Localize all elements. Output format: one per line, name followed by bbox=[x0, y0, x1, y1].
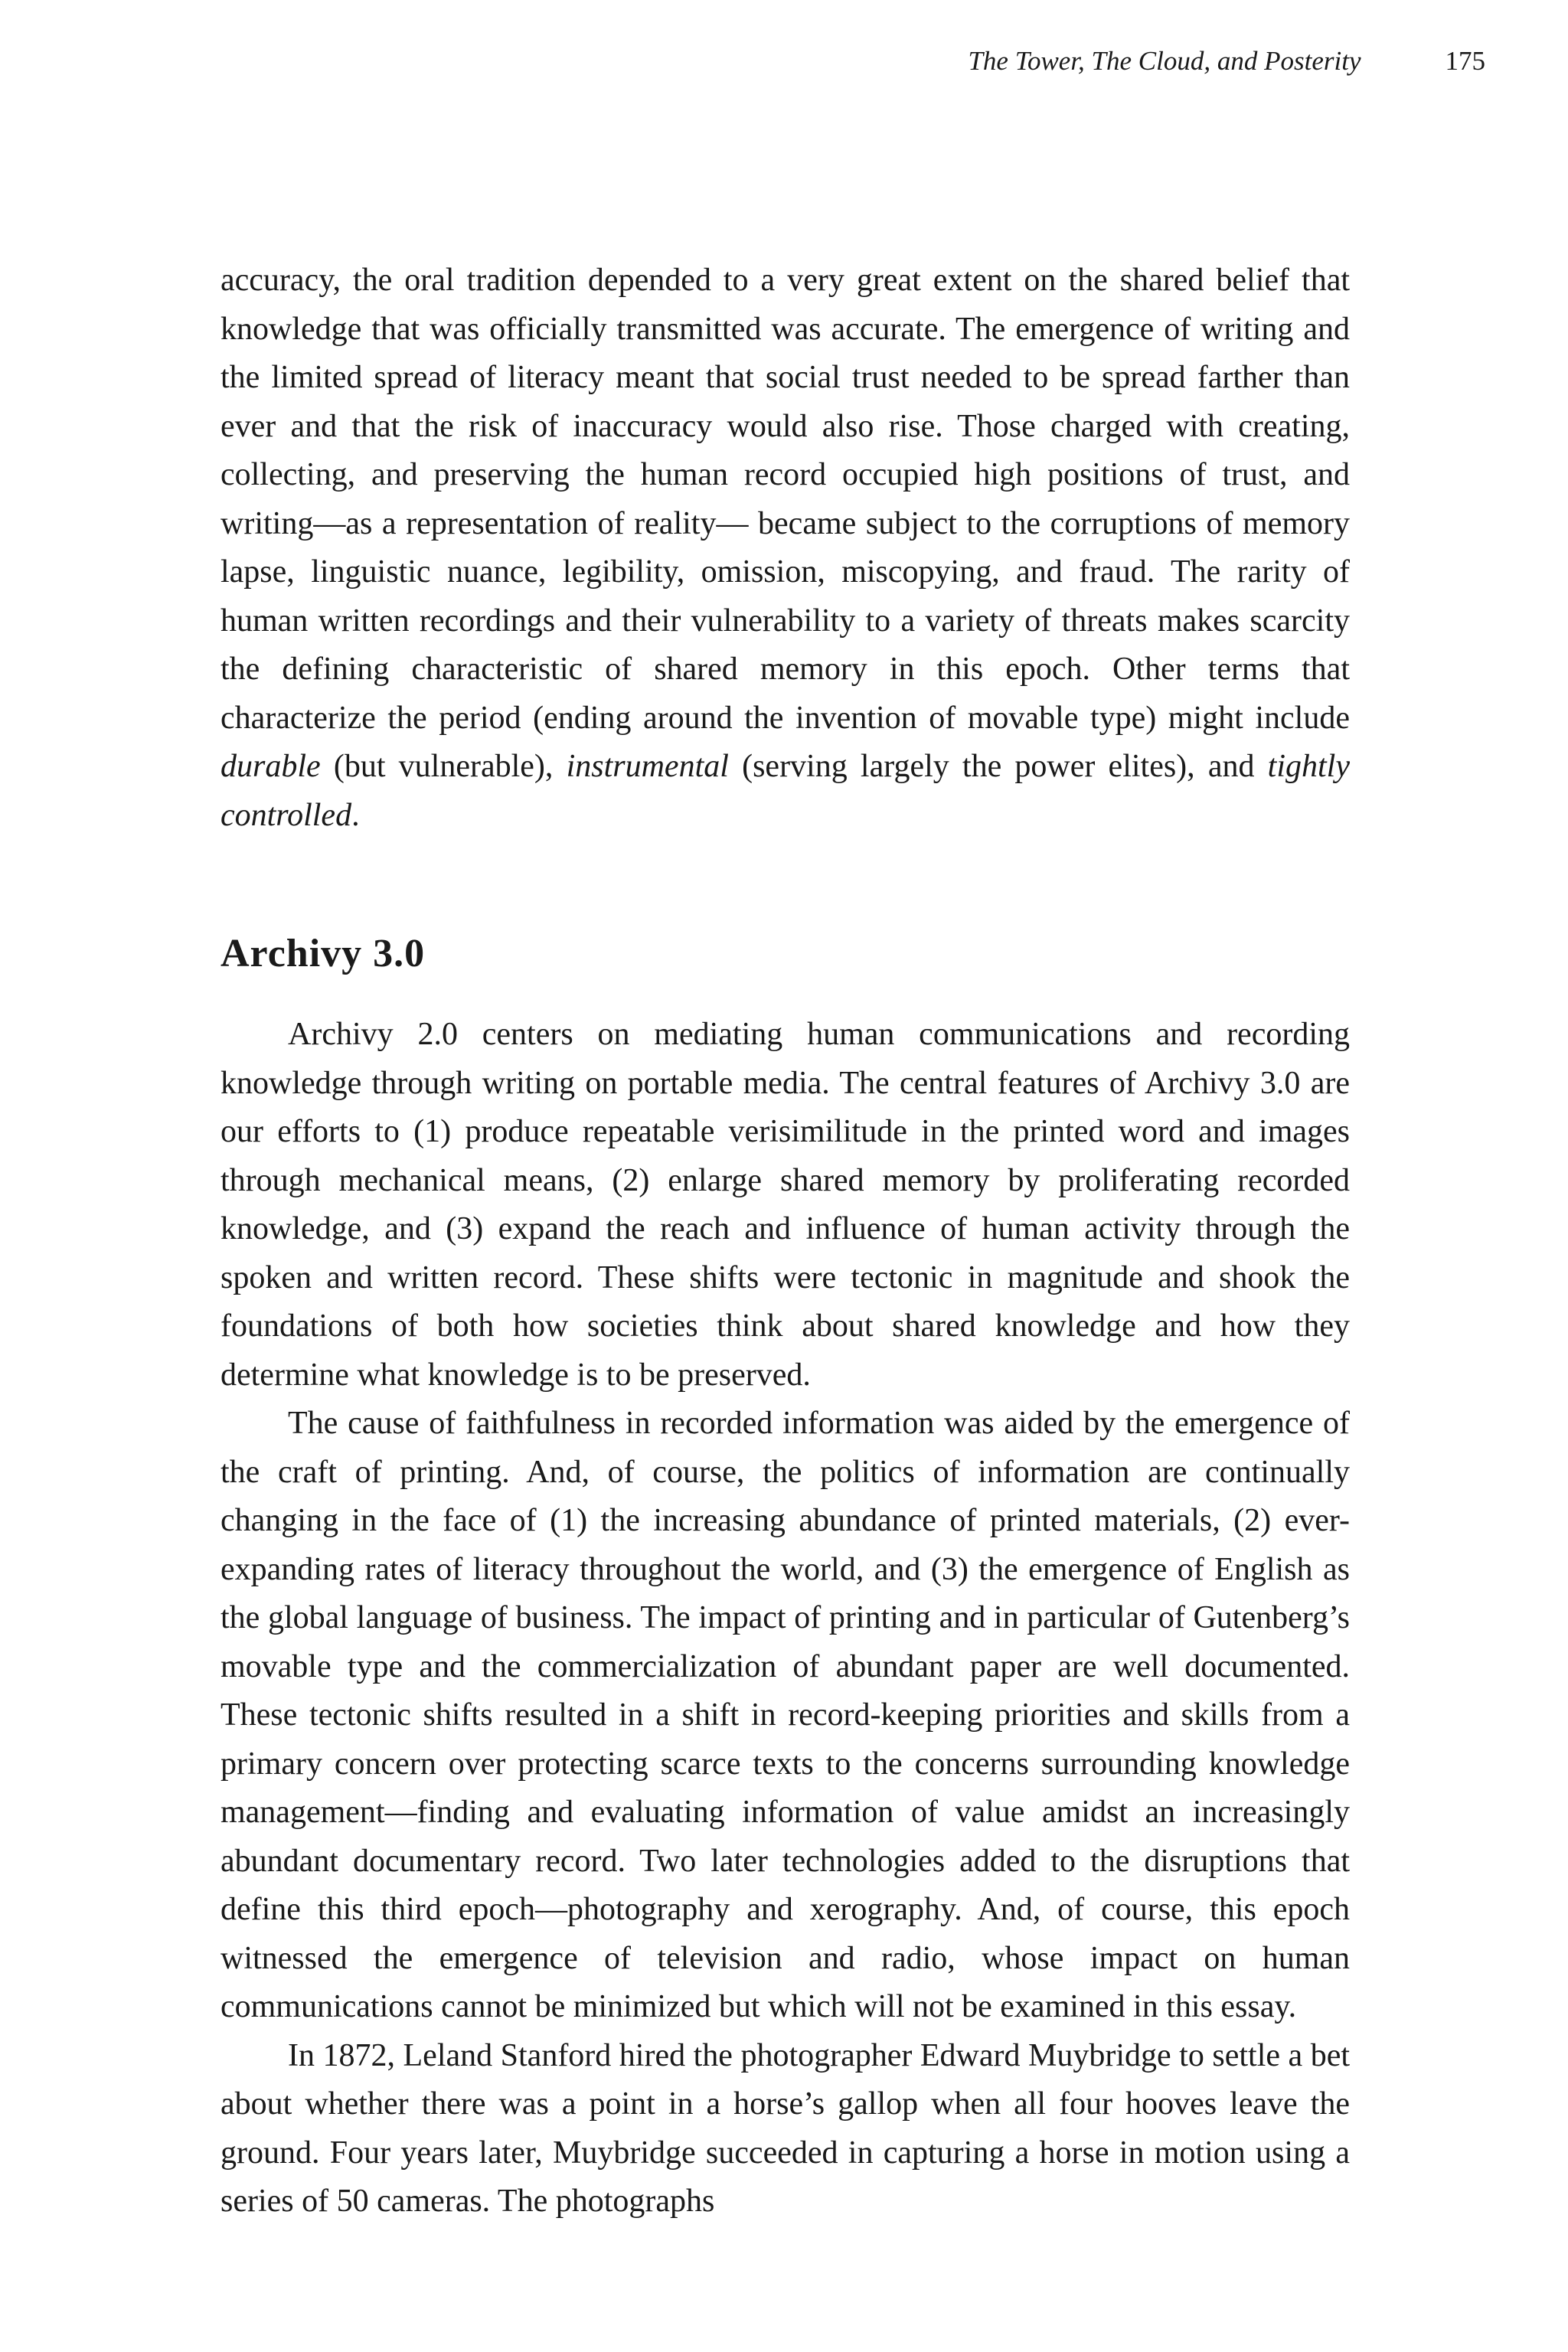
running-title: The Tower, The Cloud, and Posterity bbox=[968, 46, 1361, 76]
paragraph-text: (serving largely the power elites), and bbox=[728, 749, 1268, 784]
section-heading: Archivy 3.0 bbox=[220, 932, 426, 975]
paragraph-continued bbox=[220, 256, 1350, 840]
italic-term-tightly-controlled: tightly controlled bbox=[220, 749, 1350, 833]
page-number: 175 bbox=[1445, 46, 1485, 76]
paragraph: In 1872, Leland Stanford hired the photographer Edward Muybridge to settle a bet about whether there was a point in a horse’s gallop when all four hooves leave the ground. Four years later, Muybridge succeeded in capturing a horse in motion using a series of 50 cameras. The photographs bbox=[220, 2037, 1350, 2220]
running-head bbox=[842, 47, 1485, 74]
paragraph-text: . bbox=[351, 797, 360, 833]
italic-term-instrumental: instrumental bbox=[566, 749, 729, 784]
paragraph: Archivy 2.0 centers on mediating human communications and recording knowledge through writing on portable media. The central features of Archivy 3.0 are our efforts to (1) produce repeatable verisimilitude in the printed word and images through mechanical means, (2) enlarge shared memory by proliferating recorded knowledge, and (3) expand the reach and influence of human activity through the spoken and written record. These shifts were tectonic in magnitude and shook the foundations of both how societies think about shared knowledge and how they determine what knowledge is to be preserved. bbox=[220, 1017, 1350, 1393]
paragraph-text: accuracy, the oral tradition depended to a very great extent on the shared belief that knowledge that was officially transmitted was accurate. The emergence of writing and the limited spread of literacy meant that social trust needed to be spread farther than ever and that the risk of inaccuracy would also rise. Those charged with creating, collecting, and preserving the human record occupied high positions of trust, and writing—as a representation of reality— became subject to the corruptions of memory lapse, linguistic nuance, legibility, omission, miscopying, and fraud. The rarity of human written recordings and their vulnerability to a variety of threats makes scarcity the defining characteristic of shared memory in this epoch. Other terms that characterize the period (ending around the invention of movable type) might include bbox=[220, 263, 1350, 736]
body-text bbox=[220, 256, 1350, 2226]
paragraph: The cause of faithfulness in recorded information was aided by the emergence of the craft of printing. And, of course, the politics of information are continually changing in the face of (1) the increasing abundance of printed materials, (2) ever-expanding rates of literacy throughout the world, and (3) the emergence of English as the global language of business. The impact of printing and in particular of Gutenberg’s movable type and the commercialization of abundant paper are well documented. These tectonic shifts resulted in a shift in record-keeping priorities and skills from a primary concern over protecting scarce texts to the concerns surrounding knowledge management—finding and evaluating information of value amidst an increasingly abundant documentary record. Two later technologies added to the disruptions that define this third epoch—photography and xerography. And, of course, this epoch witnessed the emergence of television and radio, whose impact on human communications cannot be minimized but which will not be examined in this essay. bbox=[220, 1406, 1350, 2025]
italic-term-durable: durable bbox=[220, 749, 321, 784]
paragraph-text: (but vulnerable), bbox=[320, 749, 567, 784]
